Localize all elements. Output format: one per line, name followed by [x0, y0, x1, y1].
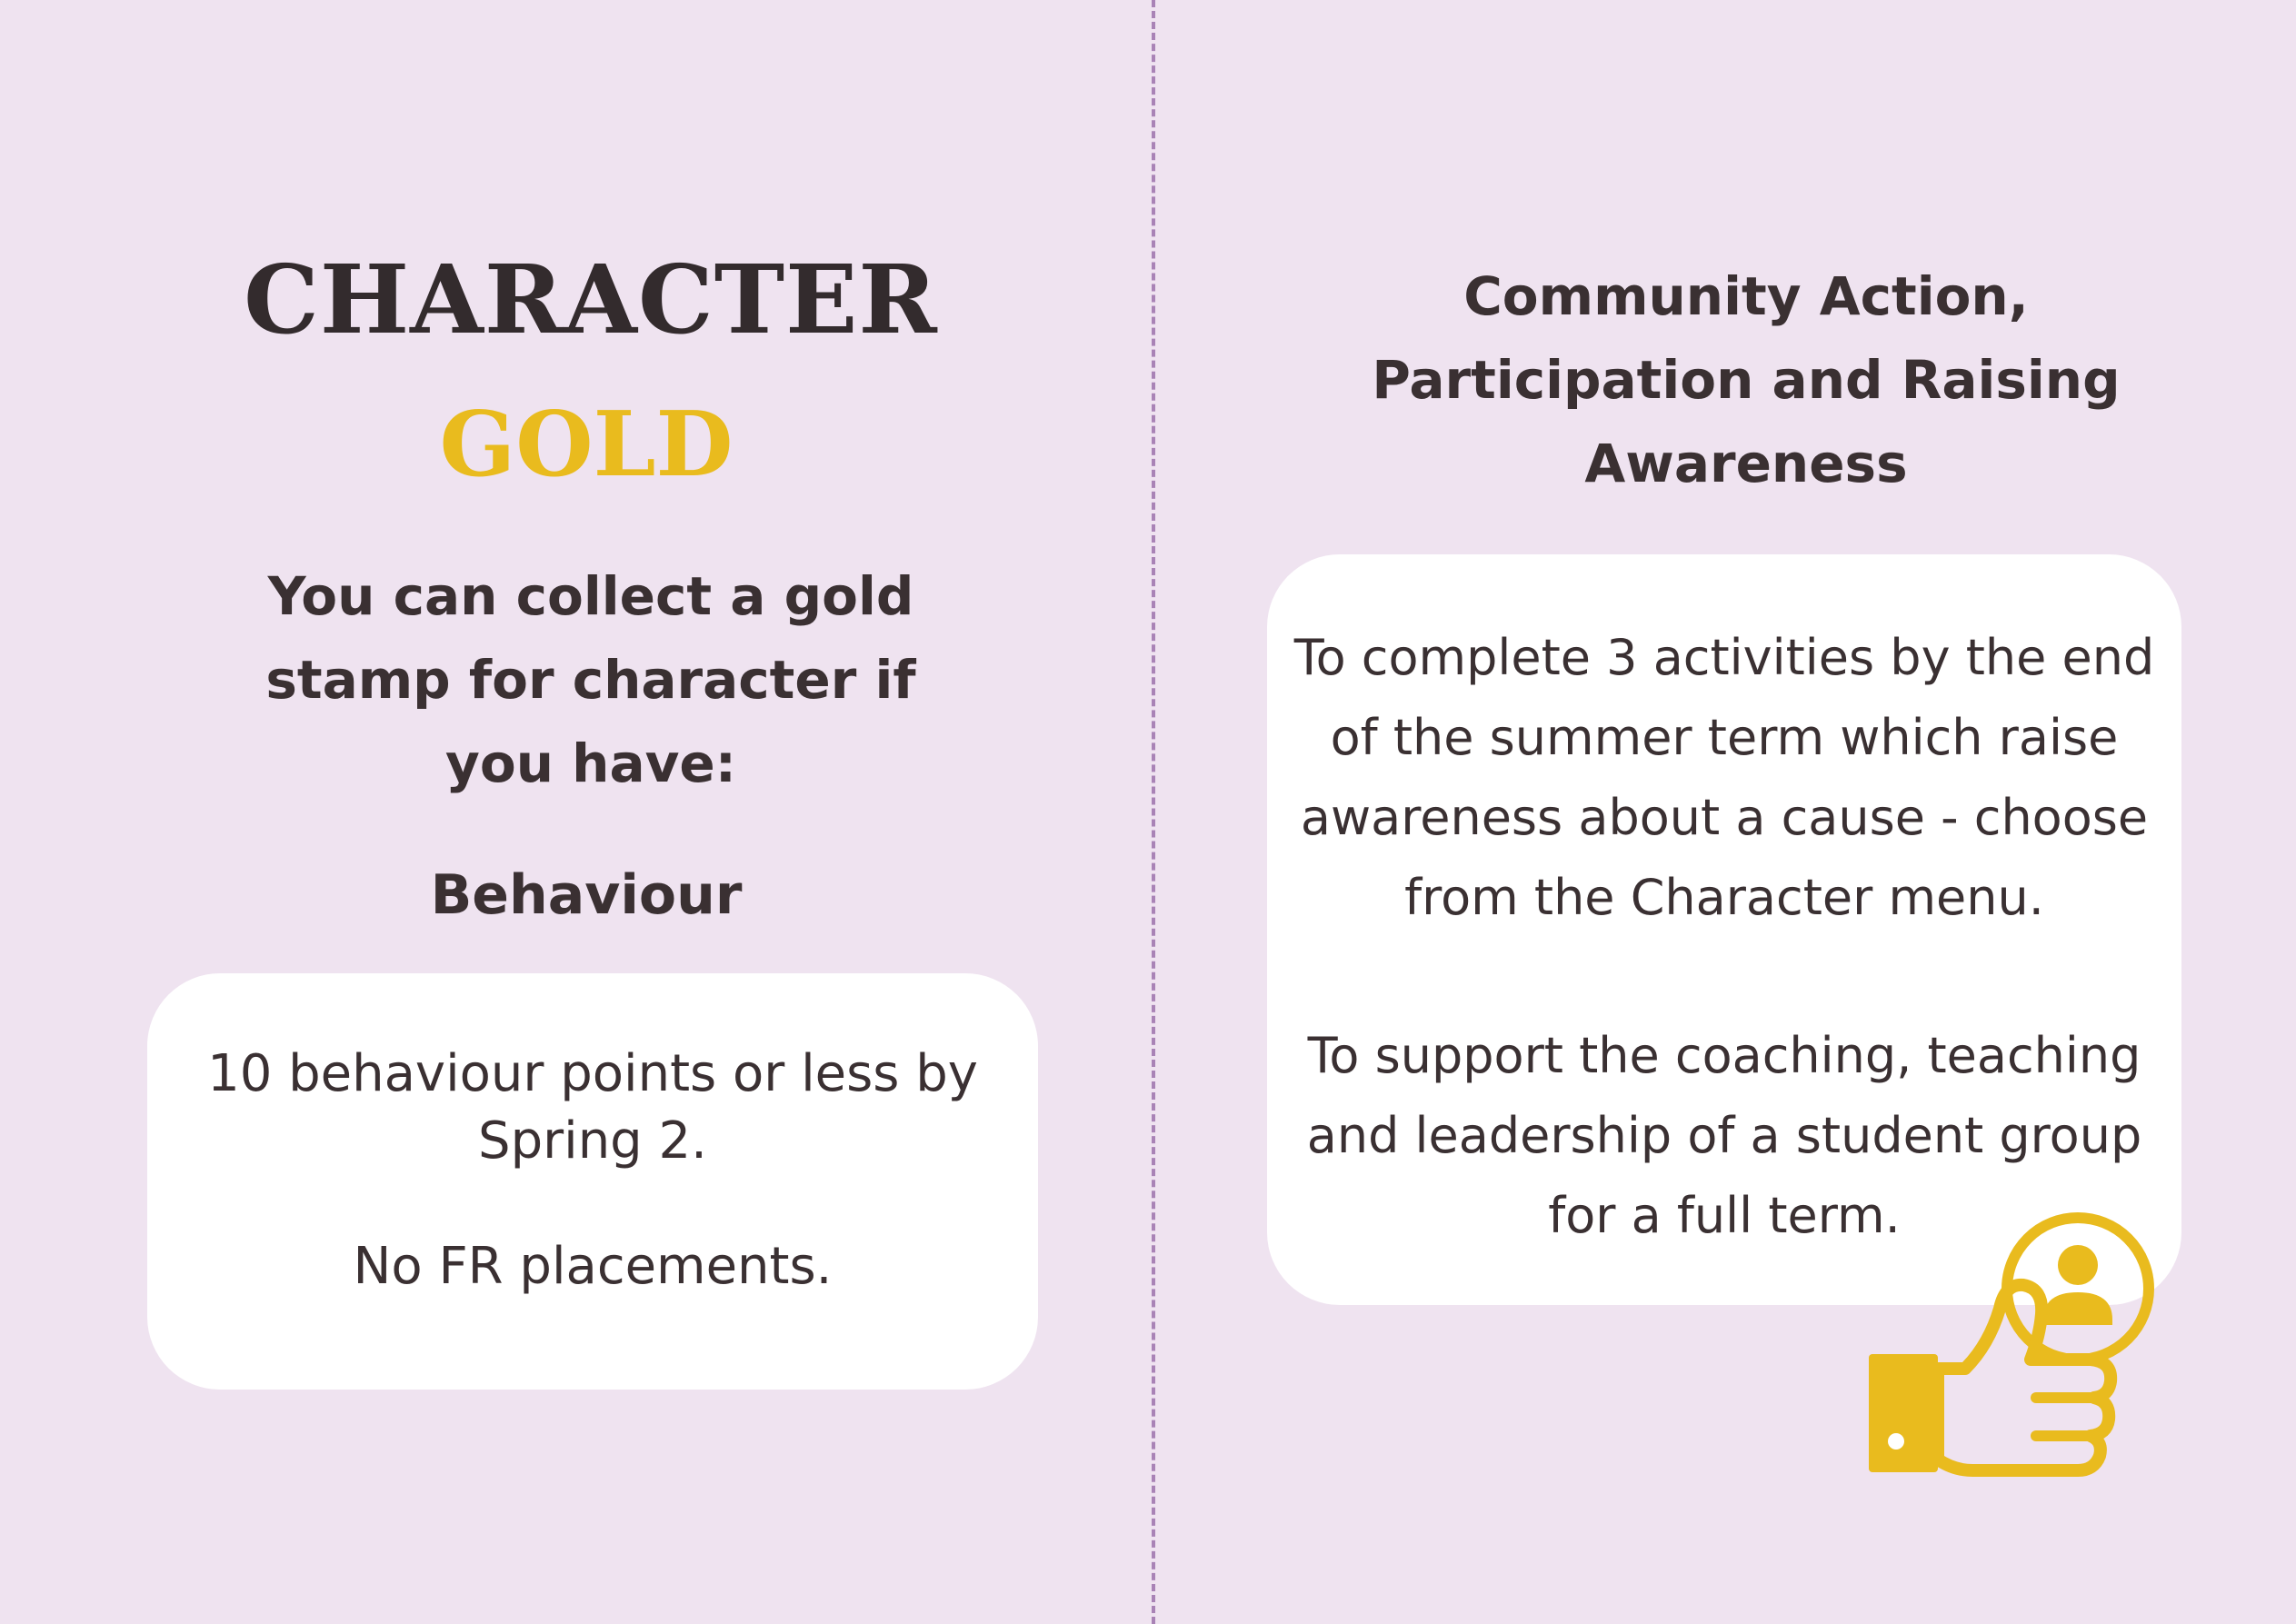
- coaching-text: To support the coaching, teaching and leadership of a student group for a full term.: [1306, 1027, 2142, 1244]
- behaviour-points-text: 10 behaviour points or less by Spring 2.: [207, 1044, 978, 1171]
- behaviour-card: [147, 973, 1038, 1390]
- activities-text: To complete 3 activities by the end of the summer term which raise awareness about a cause - choose from the Character menu.: [1293, 629, 2155, 926]
- fr-placements-text: No FR placements.: [353, 1237, 833, 1296]
- thumbs-up-person-icon: [1863, 1209, 2163, 1481]
- intro-text: You can collect a gold stamp for character if you have:: [265, 565, 916, 794]
- page-title: CHARACTER: [244, 244, 938, 355]
- community-action-heading: Community Action, Participation and Raising Awareness: [1372, 265, 2121, 494]
- gold-subtitle: GOLD: [439, 393, 734, 497]
- community-action-card: [1267, 554, 2181, 1305]
- behaviour-heading: Behaviour: [430, 863, 743, 927]
